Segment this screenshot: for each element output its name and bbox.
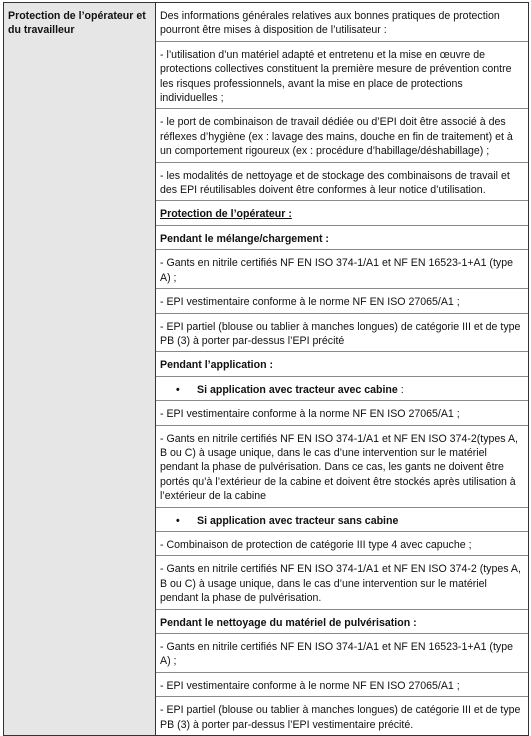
document xyxy=(0,2,531,736)
row-header-cell: Protection de l’opérateur et du travailleur xyxy=(4,3,156,736)
bullet-suffix: : xyxy=(397,383,404,396)
bullet-icon: • xyxy=(176,383,180,396)
paragraph: - EPI vestimentaire conforme à le norme NF EN ISO 27065/A1 ; xyxy=(156,289,528,313)
content-cell xyxy=(156,3,529,736)
paragraph: - les modalités de nettoyage et de stockage des combinaisons de travail et des EPI réutilisables doivent être conformes à leur notice d’utilisation. xyxy=(156,163,528,202)
paragraph: - Gants en nitrile certifiés NF EN ISO 374-1/A1 et NF EN 16523-1+A1 (type A) ; xyxy=(156,634,528,673)
subsection-heading: Pendant l’application : xyxy=(156,352,528,376)
paragraph: - l’utilisation d’un matériel adapté et entretenu et la mise en œuvre de protections collectives constituent la première mesure de prévention contre les risques professionnels, avant la mise en place de protections individuelles ; xyxy=(156,42,528,110)
paragraph: Des informations générales relatives aux bonnes pratiques de protection pourront être mises à disposition de l’utilisateur : xyxy=(156,3,528,42)
bullet-icon: • xyxy=(176,514,180,527)
paragraph: - le port de combinaison de travail dédiée ou d’EPI doit être associé à des réflexes d’hygiène (ex : lavage des mains, douche en fin de traitement) et à un comportement rigoureux (ex : procédure d’habillage/déshabillage) ; xyxy=(156,109,528,162)
paragraph: - EPI vestimentaire conforme à le norme NF EN ISO 27065/A1 ; xyxy=(156,673,528,697)
paragraph: - EPI vestimentaire conforme à la norme NF EN ISO 27065/A1 ; xyxy=(156,401,528,425)
paragraph: - Combinaison de protection de catégorie III type 4 avec capuche ; xyxy=(156,532,528,556)
paragraph: - EPI partiel (blouse ou tablier à manches longues) de catégorie III et de type PB (3) à porter par-dessus l’EPI précité xyxy=(156,314,528,353)
subsection-heading: Pendant le mélange/chargement : xyxy=(156,226,528,250)
bullet-text: Si application avec tracteur avec cabine xyxy=(197,383,398,396)
bullet-item xyxy=(156,377,528,401)
paragraph: - EPI partiel (blouse ou tablier à manches longues) de catégorie III et de type PB (3) à porter par-dessus l’EPI vestimentaire précité. xyxy=(160,704,521,731)
paragraph: - Gants en nitrile certifiés NF EN ISO 374-1/A1 et NF EN ISO 374-2(types A, B ou C) à usage unique, dans le cas d’une intervention sur le matériel pendant la phase de pulvérisation. Dans ce cas, les gants ne doivent être portés qu’à l’extérieur de la cabine et doivent être stockés après utilisation à l’extérieur de la cabine xyxy=(156,426,528,508)
protection-table xyxy=(3,2,529,736)
table-row xyxy=(4,3,529,736)
bullet-text: Si application avec tracteur sans cabine xyxy=(197,514,399,527)
section-heading: Protection de l’opérateur : xyxy=(156,201,528,225)
bullet-item xyxy=(156,508,528,532)
paragraph: - Gants en nitrile certifiés NF EN ISO 374-1/A1 et NF EN ISO 374-2 (types A, B ou C) à usage unique, dans le cas d’une intervention sur le matériel pendant la phase de pulvérisation. xyxy=(156,556,528,609)
paragraph: - Gants en nitrile certifiés NF EN ISO 374-1/A1 et NF EN 16523-1+A1 (type A) ; xyxy=(156,250,528,289)
subsection-heading: Pendant le nettoyage du matériel de pulvérisation : xyxy=(156,610,528,634)
